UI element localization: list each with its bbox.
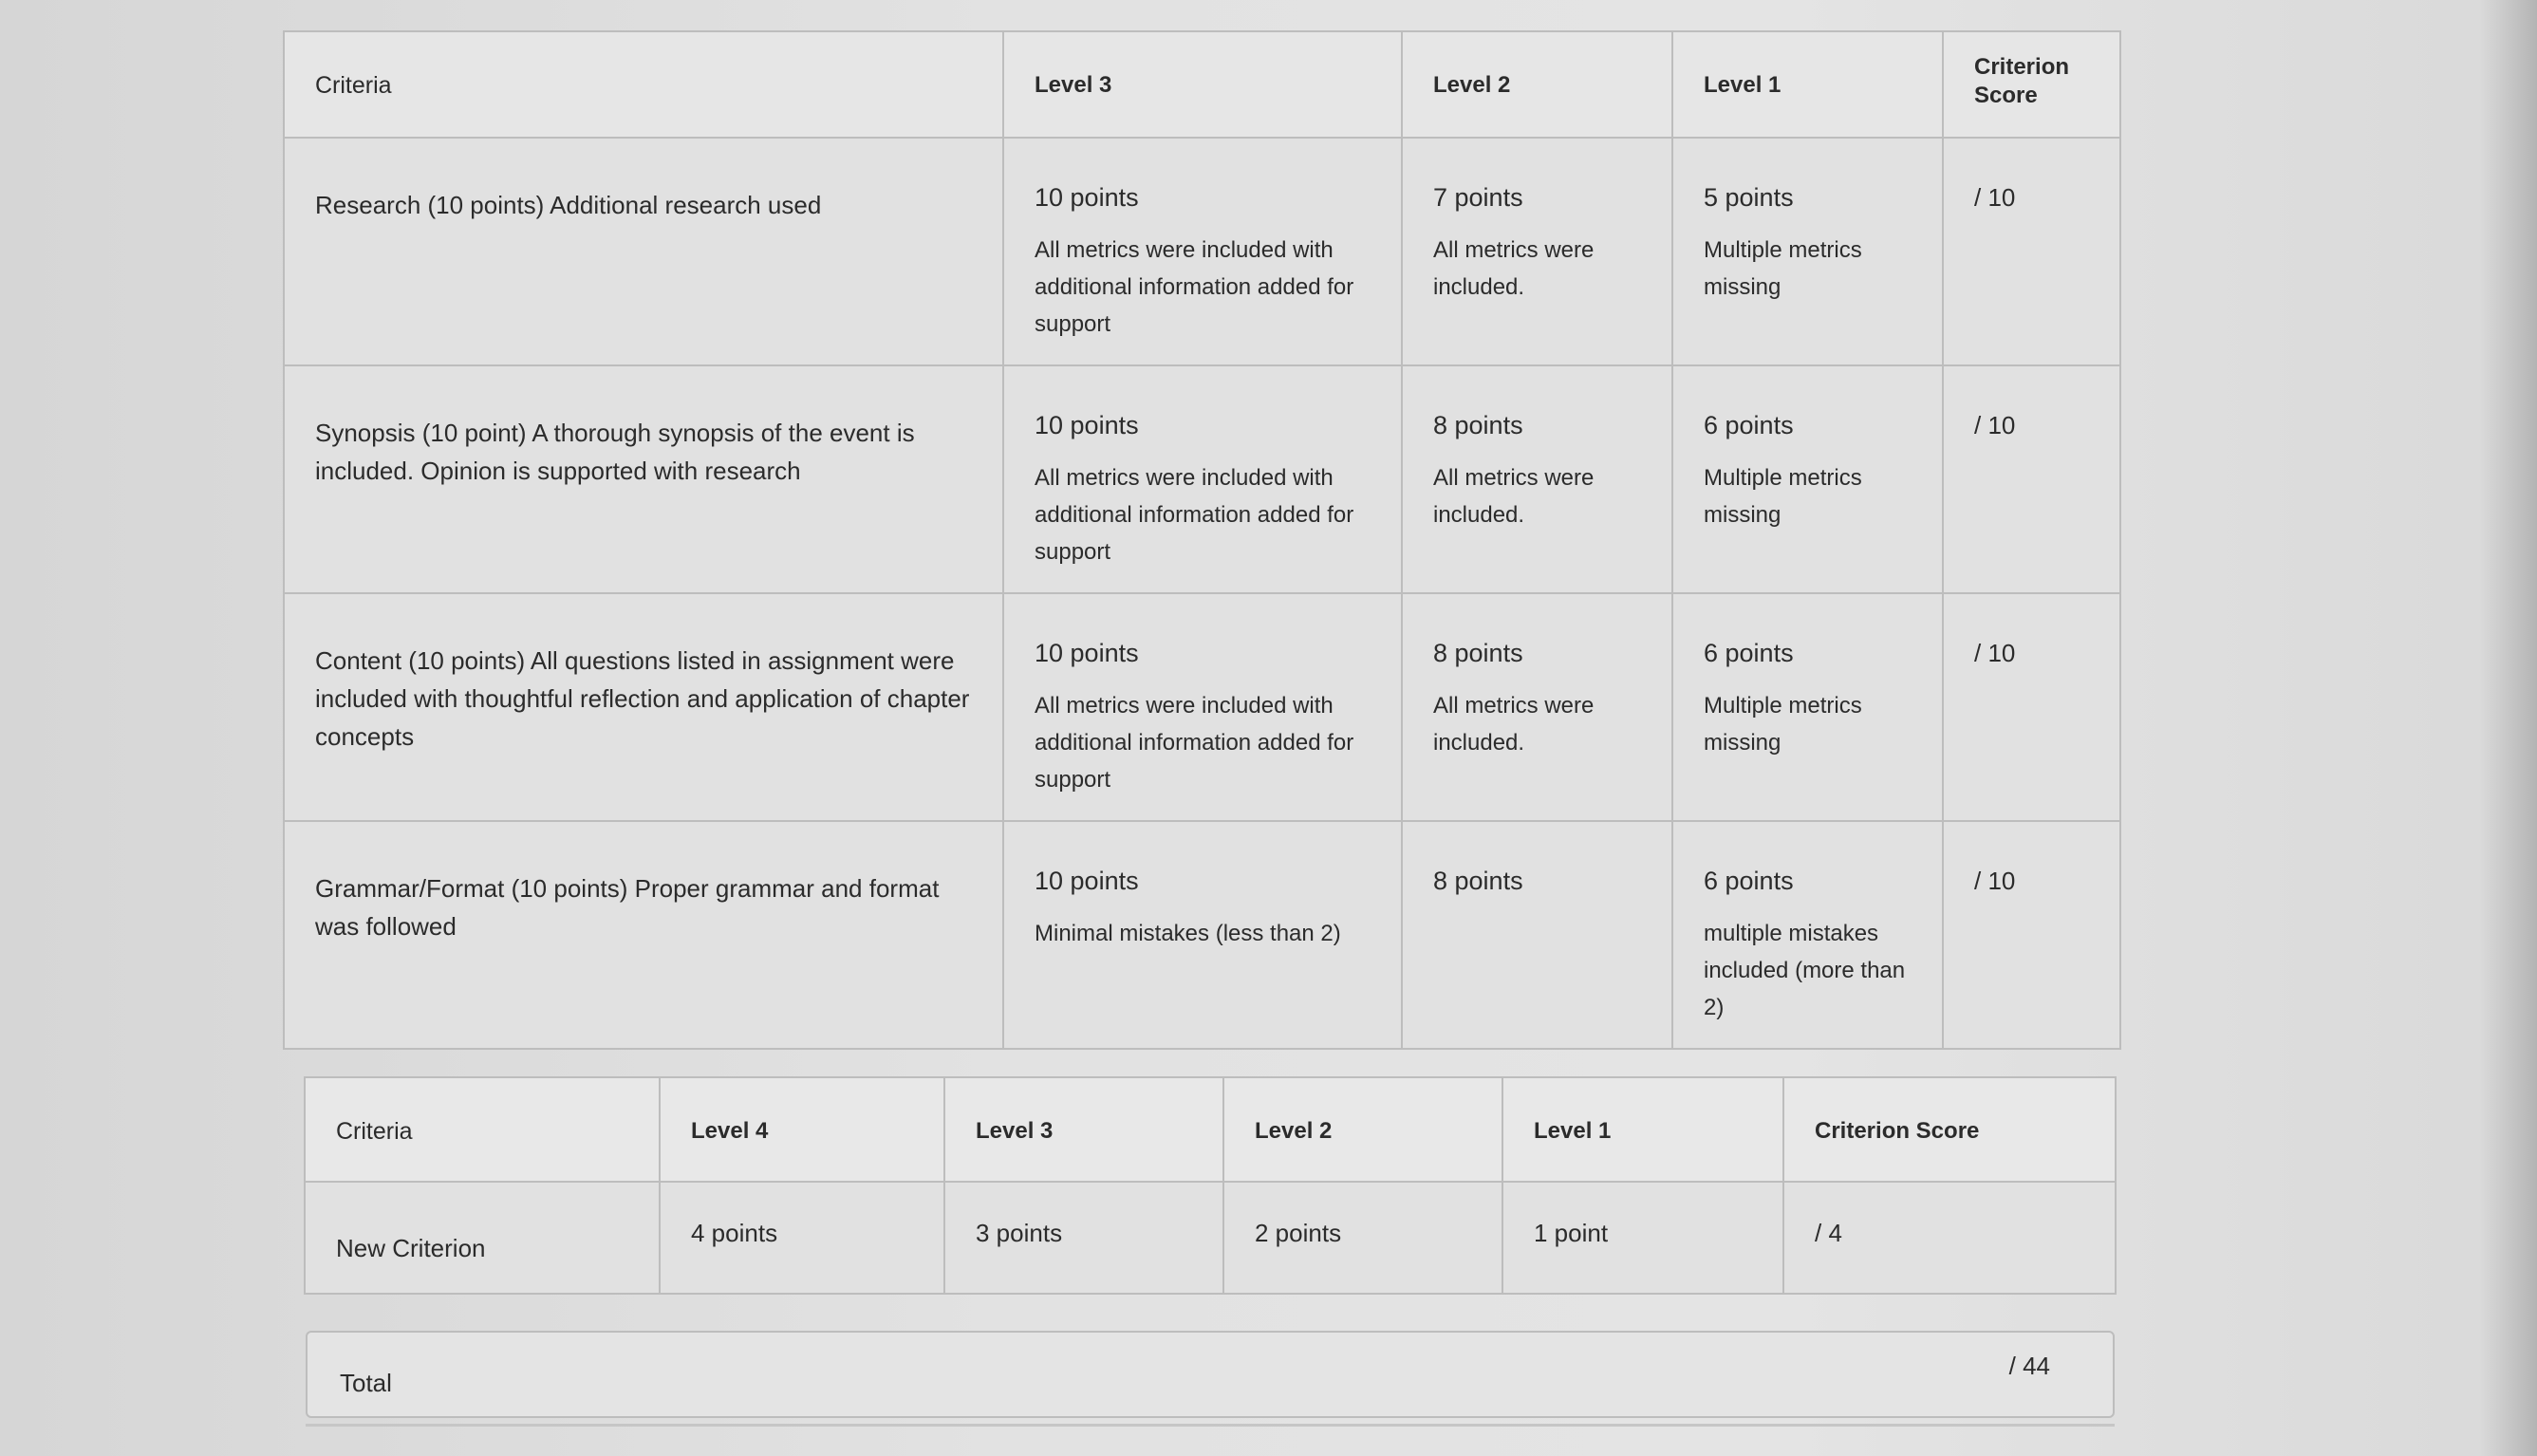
criterion-description: Research (10 points) Additional research used (284, 138, 1003, 365)
rating-points: 10 points (1035, 867, 1139, 895)
rating-description: All metrics were included. (1433, 237, 1595, 300)
header-level-2: Level 2 (1223, 1077, 1502, 1182)
criterion-score: / 10 (1943, 593, 2120, 821)
header-level-3: Level 3 (944, 1077, 1223, 1182)
rating-points: 6 points (1704, 639, 1794, 667)
rating-level-2[interactable] (1402, 821, 1672, 1049)
rating-level-3[interactable] (1003, 593, 1402, 821)
criterion-score: / 4 (1783, 1182, 2116, 1294)
criterion-description: New Criterion (305, 1182, 660, 1294)
rating-points: 10 points (1035, 639, 1139, 667)
criterion-description: Synopsis (10 point) A thorough synopsis of the event is included. Opinion is supported with research (284, 365, 1003, 593)
rating-level-4[interactable]: 4 points (660, 1182, 944, 1294)
criterion-score: / 10 (1943, 138, 2120, 365)
header-criterion-score: Criterion Score (1943, 31, 2120, 138)
rating-points: 6 points (1704, 411, 1794, 439)
rating-points: 6 points (1704, 867, 1794, 895)
rating-level-2[interactable] (1402, 593, 1672, 821)
rubric-row-research (284, 138, 2120, 365)
criterion-score: / 10 (1943, 821, 2120, 1049)
header-criteria: Criteria (284, 31, 1003, 138)
header-criterion-score: Criterion Score (1783, 1077, 2116, 1182)
rating-points: 10 points (1035, 183, 1139, 212)
rating-level-1[interactable] (1672, 365, 1943, 593)
header-level-4: Level 4 (660, 1077, 944, 1182)
criterion-score: / 10 (1943, 365, 2120, 593)
header-criteria: Criteria (305, 1077, 660, 1182)
rating-description: Multiple metrics missing (1704, 693, 1862, 756)
criterion-description: Grammar/Format (10 points) Proper grammar and format was followed (284, 821, 1003, 1049)
rating-description: multiple mistakes included (more than 2) (1704, 921, 1906, 1020)
total-row (306, 1331, 2115, 1418)
rubric-row-grammar (284, 821, 2120, 1049)
rating-level-1[interactable] (1672, 593, 1943, 821)
rating-level-2[interactable] (1402, 138, 1672, 365)
rating-level-3[interactable] (1003, 821, 1402, 1049)
new-criterion-header-row (305, 1077, 2116, 1182)
header-level-1: Level 1 (1672, 31, 1943, 138)
rating-description: All metrics were included with additional information added for support (1035, 465, 1354, 565)
rating-level-3[interactable] (1003, 365, 1402, 593)
rating-points: 5 points (1704, 183, 1794, 212)
rating-level-3[interactable] (1003, 138, 1402, 365)
rubric-table (283, 30, 2121, 1050)
screen-edge-shadow (2480, 0, 2537, 1456)
rubric-header-row (284, 31, 2120, 138)
rubric-row-content (284, 593, 2120, 821)
rating-level-3[interactable]: 3 points (944, 1182, 1223, 1294)
total-score: / 44 (2008, 1352, 2050, 1380)
total-label: Total (340, 1369, 392, 1397)
rating-level-2[interactable]: 2 points (1223, 1182, 1502, 1294)
rating-description: All metrics were included. (1433, 693, 1595, 756)
rating-description: All metrics were included. (1433, 465, 1595, 528)
header-level-1: Level 1 (1502, 1077, 1783, 1182)
rating-points: 8 points (1433, 411, 1523, 439)
rating-level-1[interactable]: 1 point (1502, 1182, 1783, 1294)
new-criterion-row (305, 1182, 2116, 1294)
rating-description: All metrics were included with additional information added for support (1035, 237, 1354, 337)
rubric-row-synopsis (284, 365, 2120, 593)
rating-points: 8 points (1433, 867, 1523, 895)
rating-level-2[interactable] (1402, 365, 1672, 593)
rating-points: 8 points (1433, 639, 1523, 667)
rating-description: Multiple metrics missing (1704, 465, 1862, 528)
rating-level-1[interactable] (1672, 138, 1943, 365)
rating-level-1[interactable] (1672, 821, 1943, 1049)
divider (306, 1424, 2115, 1427)
rating-description: All metrics were included with additional information added for support (1035, 693, 1354, 793)
rating-points: 7 points (1433, 183, 1523, 212)
header-level-3: Level 3 (1003, 31, 1402, 138)
rating-points: 10 points (1035, 411, 1139, 439)
header-level-2: Level 2 (1402, 31, 1672, 138)
rating-description: Multiple metrics missing (1704, 237, 1862, 300)
new-criterion-table (304, 1076, 2117, 1295)
criterion-description: Content (10 points) All questions listed in assignment were included with thoughtful reflection and application of chapter concepts (284, 593, 1003, 821)
rating-description: Minimal mistakes (less than 2) (1035, 921, 1341, 946)
